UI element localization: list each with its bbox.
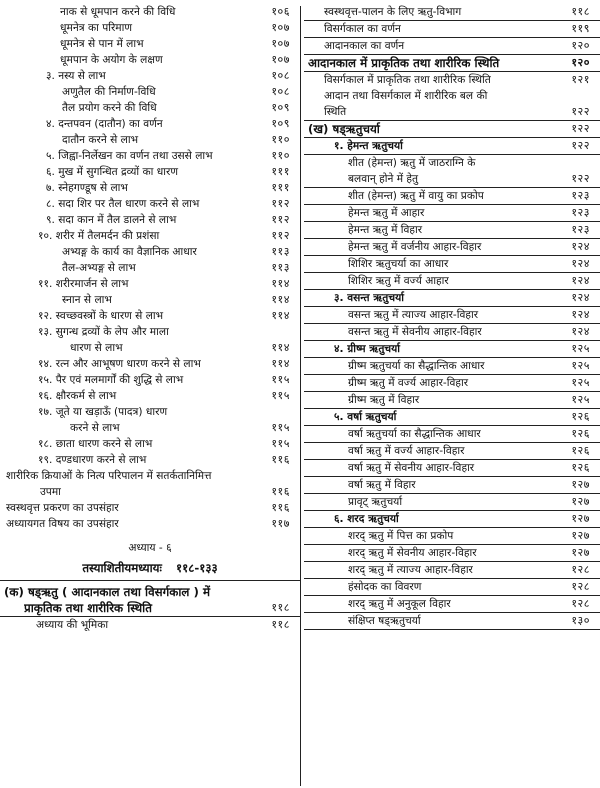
toc-entry-text: प्रावृट् ऋतुचर्या [348,496,403,508]
toc-entry-page: १३० [571,614,590,627]
toc-entry-text: ११. शरीरमार्जन से लाभ [38,278,129,290]
section-ka-line1: (क) षड्ऋतु ( आदानकाल तथा विसर्गकाल ) में [4,585,211,599]
toc-entry-page: १२४ [571,308,590,321]
toc-entry-page: ११५ [271,437,290,450]
toc-entry-text: १२. स्वच्छवस्त्रों के धारण से लाभ [38,310,164,322]
toc-entry [0,404,300,420]
vasanta-list [304,307,600,341]
toc-entry [304,596,600,613]
toc-entry [0,356,300,372]
toc-entry-page: ११२ [271,229,290,242]
toc-entry-page: ११४ [271,341,290,354]
bala-line2: स्थिति १२२ [304,104,600,121]
toc-entry-text: ५. जिह्वा-निर्लेखन का वर्णन तथा उससे लाभ [46,150,213,162]
toc-entry-text: शरद् ऋतु में सेवनीय आहार-विहार [348,547,477,559]
toc-entry [304,239,600,256]
toc-entry-page: ११६ [271,485,290,498]
chapter-label [0,540,300,556]
toc-entry [0,324,300,340]
toc-entry-text: वर्षा ऋतु में विहार [348,479,416,491]
toc-entry-page: १२५ [571,393,590,406]
toc-entry-text: वर्षा ऋतुचर्या का सैद्धान्तिक आधार [348,428,481,440]
toc-entry-text: करने से लाभ [70,422,120,434]
toc-entry-page: ११२ [271,213,290,226]
toc-entry [0,420,300,436]
toc-entry [0,228,300,244]
toc-entry-page: १२८ [571,563,590,576]
toc-entry [304,477,600,494]
section-ka-line2: प्राकृतिक तथा शारीरिक स्थिति ११८ [0,600,300,617]
toc-entry [0,212,300,228]
toc-entry [0,276,300,292]
toc-entry [0,164,300,180]
hemanta-heading: १. हेमन्त ऋतुचर्या १२२ [304,138,600,155]
toc-entry-text: ९. सदा कान में तैल डालने से लाभ [46,214,177,226]
toc-entry [304,188,600,205]
toc-entry-page: १२० [571,39,590,52]
toc-entry-text: ३. नस्य से लाभ [46,70,106,82]
toc-entry-text: आदानकाल का वर्णन [324,40,405,52]
toc-entry [0,84,300,100]
toc-entry [0,500,300,516]
toc-entry-text: अणुतैल की निर्माण-विधि [62,86,156,98]
toc-entry [0,340,300,356]
toc-entry [304,392,600,409]
toc-entry-text: स्वस्थवृत्त-पालन के लिए ऋतु-विभाग [324,6,462,18]
toc-entry-page: १२४ [571,240,590,253]
toc-entry-text: स्वस्थवृत्त प्रकरण का उपसंहार [6,502,119,514]
toc-entry-page: १२८ [571,580,590,593]
toc-entry [0,308,300,324]
toc-entry-text: धूमनेत्र का परिमाण [60,22,133,34]
toc-entry-text: हेमन्त ऋतु में आहार [348,207,425,219]
toc-entry-page: ११४ [271,309,290,322]
toc-entry [0,292,300,308]
toc-entry-page: १०९ [271,101,290,114]
toc-entry-text: अध्यायगत विषय का उपसंहार [6,518,119,530]
toc-entry-page: ११४ [271,357,290,370]
toc-entry [304,613,600,630]
toc-entry-text: १४. रत्न और आभूषण धारण करने से लाभ [38,358,201,370]
toc-entry-text: हेमन्त ऋतु में वर्जनीय आहार-विहार [348,241,482,253]
toc-entry [304,375,600,392]
toc-entry-text: उपमा [40,486,61,498]
varsha-list [304,426,600,511]
toc-entry-page: १०८ [271,85,290,98]
toc-entry [0,516,300,532]
toc-entry [0,244,300,260]
toc-entry-page: ११२ [271,197,290,210]
toc-entry [0,388,300,404]
toc-entry-page: ११० [271,133,290,146]
toc-entry [0,116,300,132]
toc-entry [0,260,300,276]
toc-entry-page: ११७ [271,517,290,530]
toc-entry-text: धारण से लाभ [70,342,123,354]
toc-entry-page: ११३ [271,261,290,274]
toc-entry [0,132,300,148]
grishma-heading: ४. ग्रीष्म ऋतुचर्या १२५ [304,341,600,358]
toc-entry [304,443,600,460]
toc-entry [0,452,300,468]
toc-entry-page: १२३ [571,206,590,219]
toc-entry-text: १०. शरीर में तैलमर्दन की प्रशंसा [38,230,160,242]
toc-entry-page: १२५ [571,376,590,389]
toc-entry-text: शिशिर ऋतु में वर्ज्य आहार [348,275,449,287]
toc-entry-text: विसर्गकाल का वर्णन [324,23,401,35]
toc-entry [304,38,600,55]
toc-entry-page: १२६ [571,427,590,440]
toc-entry-page: ११८ [571,5,590,18]
toc-entry-page: १२६ [571,461,590,474]
toc-entry-text: शारीरिक क्रियाओं के नित्य परिपालन में सतर्कतानिमित्त [6,470,212,482]
chapter-title: तस्याशितीयमध्यायः [82,561,162,575]
toc-entry-page: १२४ [571,325,590,338]
toc-entry-text: वसन्त ऋतु में सेवनीय आहार-विहार [348,326,482,338]
toc-entry-text: दातौन करने से लाभ [62,134,139,146]
toc-entry-text: ग्रीष्म ऋतु में विहार [348,394,420,406]
toc-entry [304,358,600,375]
toc-entry [304,528,600,545]
toc-entry [304,460,600,477]
toc-entry-text: हंसोदक का विवरण [348,581,422,593]
toc-entry-page: १२३ [571,223,590,236]
column-divider [300,6,301,786]
toc-entry-text: वसन्त ऋतु में त्याज्य आहार-विहार [348,309,479,321]
right-column [304,4,600,630]
toc-entry-text: शरद् ऋतु में पित्त का प्रकोप [348,530,454,542]
toc-entry [0,372,300,388]
toc-entry-text: हेमन्त ऋतु में विहार [348,224,423,236]
toc-entry-text: शरद् ऋतु में त्याज्य आहार-विहार [348,564,473,576]
toc-entry-page: १२८ [571,597,590,610]
toc-entry [304,324,600,341]
toc-entry-text: १५. पैर एवं मलमार्गों की शुद्धि से लाभ [38,374,184,386]
toc-entry [304,205,600,222]
toc-entry [0,148,300,164]
toc-entry [0,36,300,52]
toc-entry [304,256,600,273]
toc-entry-text: नाक से धूमपान करने की विधि [60,6,176,18]
right-top-list [304,4,600,55]
toc-entry-text: तैल प्रयोग करने की विधि [62,102,157,114]
toc-entry-page: १०७ [271,21,290,34]
toc-entry-page: १२७ [571,529,590,542]
toc-entry-text: १६. क्षौरकर्म से लाभ [38,390,117,402]
toc-entry-text: १८. छाता धारण करने से लाभ [38,438,153,450]
toc-entry [304,307,600,324]
toc-entry [0,4,300,20]
adana-heading: आदानकाल में प्राकृतिक तथा शारीरिक स्थिति १२० [304,55,600,72]
toc-entry [0,68,300,84]
toc-entry-text: वर्षा ऋतु में वर्ज्य आहार-विहार [348,445,465,457]
toc-entry [304,222,600,239]
toc-entry-text: संक्षिप्त षड्ऋतुचर्या [348,615,421,627]
toc-entry-page: ११६ [271,453,290,466]
toc-entry-text: धूमनेत्र से पान में लाभ [60,38,144,50]
sheeta-line1: शीत (हेमन्त) ऋतु में जाठराग्नि के [348,157,476,169]
toc-entry [304,494,600,511]
toc-entry-page: ११५ [271,389,290,402]
toc-entry [0,20,300,36]
toc-entry-page: १०८ [271,69,290,82]
toc-entry [304,21,600,38]
toc-entry-page: १२७ [571,478,590,491]
sharad-list [304,528,600,630]
vasanta-heading: ३. वसन्त ऋतुचर्या १२४ [304,290,600,307]
toc-entry-text: शीत (हेमन्त) ऋतु में वायु का प्रकोप [348,190,484,202]
kha-heading: (ख) षड्ऋतुचर्या १२२ [304,121,600,138]
toc-entry-page: १११ [271,165,290,178]
toc-entry-page: १२४ [571,257,590,270]
toc-entry-page: ११४ [271,293,290,306]
toc-entry-page: १२७ [571,495,590,508]
toc-entry-text: धूमपान के अयोग के लक्षण [60,54,163,66]
toc-entry-text: शिशिर ऋतुचर्या का आधार [348,258,449,270]
left-entry-list [0,4,300,532]
toc-entry-page: १२४ [571,274,590,287]
toc-entry-page: १२३ [571,189,590,202]
toc-entry-page: १०७ [271,53,290,66]
toc-entry-text: वर्षा ऋतु में सेवनीय आहार-विहार [348,462,475,474]
toc-entry [0,484,300,500]
toc-entry-text: अभ्यङ्ग के कार्य का वैज्ञानिक आधार [62,246,197,258]
toc-entry [0,52,300,68]
section-ka-page: ११८ [271,601,290,614]
bala-line1: आदान तथा विसर्गकाल में शारीरिक बल की [324,90,488,102]
toc-entry-page: ११५ [271,373,290,386]
toc-entry-text: ८. सदा शिर पर तैल धारण करने से लाभ [46,198,200,210]
toc-entry-text: १७. जूते या खड़ाऊँ (पादत्र) धारण [38,406,168,418]
toc-entry-page: १०७ [271,37,290,50]
toc-entry [304,426,600,443]
sheeta-line2: बलवान् होने में हेतु १२२ [304,171,600,188]
chapter-label-text: अध्याय - ६ [128,542,172,554]
toc-entry [0,436,300,452]
toc-entry [304,4,600,21]
toc-entry-page: ११३ [271,245,290,258]
intro-entry: अध्याय की भूमिका ११८ [36,618,290,631]
sharad-heading: ६. शरद ऋतुचर्या १२७ [304,511,600,528]
toc-entry [0,100,300,116]
toc-entry-page: १०६ [271,5,290,18]
toc-entry [0,180,300,196]
left-column [0,4,300,633]
toc-entry-text: ६. मुख में सुगन्धित द्रव्यों का धारण [46,166,179,178]
toc-entry-page: १२७ [571,546,590,559]
toc-entry-page: ११४ [271,277,290,290]
toc-entry-text: ७. स्नेहगण्डूष से लाभ [46,182,128,194]
toc-entry-text: स्नान से लाभ [62,294,112,306]
toc-entry-page: ११९ [571,22,590,35]
toc-entry-text: ग्रीष्म ऋतुचर्या का सैद्धान्तिक आधार [348,360,485,372]
toc-entry [304,273,600,290]
grishma-list [304,358,600,409]
toc-entry-text: १९. दण्डधारण करने से लाभ [38,454,147,466]
toc-entry-text: शरद् ऋतु में अनुकूल विहार [348,598,451,610]
toc-entry-text: १३. सुगन्ध द्रव्यों के लेप और माला [38,326,169,338]
toc-entry-page: ११० [271,149,290,162]
toc-entry-text: ग्रीष्म ऋतु में वर्ज्य आहार-विहार [348,377,469,389]
hemanta-list [304,188,600,290]
visarga-entry: विसर्गकाल में प्राकृतिक तथा शारीरिक स्थिति १२१ [324,73,590,86]
toc-entry [304,545,600,562]
toc-entry [304,562,600,579]
chapter-pages: ११८-१३३ [175,561,218,575]
toc-entry-page: १११ [271,181,290,194]
toc-entry-page: १२६ [571,444,590,457]
toc-entry [0,196,300,212]
toc-entry-page: १२५ [571,359,590,372]
toc-entry-page: ११५ [271,421,290,434]
toc-entry-text: तैल-अभ्यङ्ग से लाभ [62,262,136,274]
toc-entry [0,468,300,484]
chapter-title-row [0,560,300,581]
toc-entry-text: ४. दन्तपवन (दातौन) का वर्णन [46,118,163,130]
varsha-heading: ५. वर्षा ऋतुचर्या १२६ [304,409,600,426]
toc-entry [304,579,600,596]
toc-entry-page: १०९ [271,117,290,130]
toc-entry-page: ११६ [271,501,290,514]
